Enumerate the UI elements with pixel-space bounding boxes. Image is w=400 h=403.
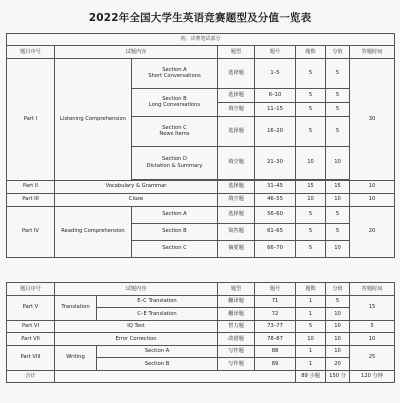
section-name: Section B <box>97 358 218 371</box>
part-label: Part V <box>7 295 55 320</box>
part-label: Part IV <box>7 206 55 257</box>
section-name: Section C <box>132 240 218 257</box>
question-score: 5 <box>326 102 350 116</box>
section-name: Section A <box>97 345 218 358</box>
question-type: 智力题 <box>218 320 255 333</box>
header-score: 分值 <box>326 46 350 59</box>
question-count: 5 <box>296 116 326 146</box>
question-number: 1–5 <box>255 58 296 88</box>
answer-time: 30 <box>350 58 395 180</box>
question-count: 5 <box>296 206 326 223</box>
part-label: Part VIII <box>7 345 55 370</box>
question-score: 5 <box>326 223 350 240</box>
section-desc: News Items <box>159 131 190 137</box>
table-row <box>7 333 395 346</box>
question-score: 5 <box>326 88 350 102</box>
header-count: 题数 <box>296 283 326 296</box>
table-row <box>7 193 395 206</box>
header-time: 答题时间 <box>350 46 395 59</box>
answer-time: 10 <box>350 193 395 206</box>
question-count: 5 <box>296 102 326 116</box>
header-part: 题目序号 <box>7 46 55 59</box>
score-table-written <box>6 33 395 258</box>
header-type: 题型 <box>218 283 255 296</box>
question-type: 翻译题 <box>218 308 255 321</box>
part-label: Part III <box>7 193 55 206</box>
table-row <box>7 345 395 358</box>
answer-time: 10 <box>350 333 395 346</box>
header-content: 试题内容 <box>55 46 218 59</box>
question-score: 10 <box>326 193 350 206</box>
part-subtitle: Translation <box>55 295 97 320</box>
answer-time: 15 <box>350 295 395 320</box>
question-score: 15 <box>326 180 350 193</box>
header-row <box>7 46 395 59</box>
question-type: 选择题 <box>218 88 255 102</box>
header-score: 分值 <box>326 283 350 296</box>
question-score: 5 <box>326 58 350 88</box>
score-table-oral <box>6 282 395 383</box>
total-label: 合计 <box>7 370 55 383</box>
question-number: 31–45 <box>255 180 296 193</box>
question-score: 10 <box>326 146 350 179</box>
answer-time: 20 <box>350 206 395 257</box>
question-score: 10 <box>326 320 350 333</box>
table-caption-row <box>7 34 395 46</box>
header-time: 答题时间 <box>350 283 395 296</box>
question-type: 简答题 <box>218 223 255 240</box>
question-score: 20 <box>326 358 350 371</box>
question-number: 56–60 <box>255 206 296 223</box>
question-count: 5 <box>296 88 326 102</box>
answer-time: 25 <box>350 345 395 370</box>
question-number: 71 <box>255 295 296 308</box>
part-content: Vocabulary & Grammar <box>55 180 218 193</box>
question-type: 选择题 <box>218 116 255 146</box>
question-number: 11–15 <box>255 102 296 116</box>
question-count: 1 <box>296 308 326 321</box>
table-row <box>7 295 395 308</box>
part-label: Part II <box>7 180 55 193</box>
question-type: 翻译题 <box>218 295 255 308</box>
section-name: Section A <box>162 66 187 73</box>
section-cell <box>132 146 218 179</box>
question-score: 5 <box>326 206 350 223</box>
question-score: 5 <box>326 116 350 146</box>
table-row <box>7 320 395 333</box>
question-score: 10 <box>326 240 350 257</box>
answer-time: 5 <box>350 320 395 333</box>
section-name: C–E Translation <box>97 308 218 321</box>
section-name: Section B <box>132 223 218 240</box>
section-name: Section C <box>162 124 187 131</box>
total-time: 120 分钟 <box>350 370 395 383</box>
question-type: 填空题 <box>218 102 255 116</box>
question-number: 61–65 <box>255 223 296 240</box>
question-score: 5 <box>326 295 350 308</box>
question-type: 选择题 <box>218 180 255 193</box>
header-row <box>7 283 395 296</box>
question-count: 15 <box>296 180 326 193</box>
header-content: 试题内容 <box>55 283 218 296</box>
question-score: 10 <box>326 333 350 346</box>
part-content: IQ Test <box>55 320 218 333</box>
question-score: 10 <box>326 308 350 321</box>
total-empty <box>55 370 296 383</box>
section-desc: Short Conversations <box>148 73 201 79</box>
question-type: 写作题 <box>218 345 255 358</box>
table-row <box>7 180 395 193</box>
section-cell <box>132 116 218 146</box>
part-content: Cloze <box>55 193 218 206</box>
section-name: Section D <box>162 156 187 162</box>
document-title: 2022年全国大学生英语竞赛题型及分值一览表 <box>88 12 312 24</box>
question-count: 10 <box>296 193 326 206</box>
question-type: 填空题 <box>218 146 255 179</box>
question-type: 摘要题 <box>218 240 255 257</box>
question-number: 78–87 <box>255 333 296 346</box>
question-number: 46–55 <box>255 193 296 206</box>
question-number: 73–77 <box>255 320 296 333</box>
table-row <box>7 58 395 88</box>
question-number: 6–10 <box>255 88 296 102</box>
question-count: 10 <box>296 146 326 179</box>
header-number: 题号 <box>255 283 296 296</box>
question-type: 改错题 <box>218 333 255 346</box>
section-desc: Dictation & Summary <box>146 162 203 169</box>
header-part: 题目序号 <box>7 283 55 296</box>
total-score: 150 分 <box>326 370 350 383</box>
header-type: 题型 <box>218 46 255 59</box>
header-number: 题号 <box>255 46 296 59</box>
section-name: Section B <box>162 95 187 102</box>
question-count: 5 <box>296 240 326 257</box>
question-score: 10 <box>326 345 350 358</box>
question-count: 1 <box>296 345 326 358</box>
question-count: 5 <box>296 223 326 240</box>
part-label: Part VI <box>7 320 55 333</box>
part-label: Part I <box>7 58 55 180</box>
question-number: 72 <box>255 308 296 321</box>
total-row <box>7 370 395 383</box>
question-number: 21–30 <box>255 146 296 179</box>
part-subtitle: Writing <box>55 345 97 370</box>
answer-time: 10 <box>350 180 395 193</box>
question-number: 89 <box>255 358 296 371</box>
question-type: 写作题 <box>218 358 255 371</box>
question-type: 选择题 <box>218 58 255 88</box>
question-number: 88 <box>255 345 296 358</box>
table-caption: 初、决赛笔试部分 <box>7 34 395 46</box>
section-cell <box>132 88 218 116</box>
part-subtitle: Listening Comprehension <box>55 58 132 180</box>
question-count: 1 <box>296 295 326 308</box>
question-count: 5 <box>296 58 326 88</box>
total-count: 89 小题 <box>296 370 326 383</box>
part-subtitle: Reading Comprehension <box>55 206 132 257</box>
question-count: 10 <box>296 333 326 346</box>
table-row <box>7 206 395 223</box>
question-count: 1 <box>296 358 326 371</box>
section-name: Section A <box>132 206 218 223</box>
part-content: Error Correction <box>55 333 218 346</box>
section-desc: Long Conversations <box>148 102 201 108</box>
question-number: 66–70 <box>255 240 296 257</box>
section-cell <box>132 58 218 88</box>
section-name: E–C Translation <box>97 295 218 308</box>
header-count: 题数 <box>296 46 326 59</box>
question-count: 5 <box>296 320 326 333</box>
question-number: 16–20 <box>255 116 296 146</box>
part-label: Part VII <box>7 333 55 346</box>
question-type: 选择题 <box>218 206 255 223</box>
question-type: 填空题 <box>218 193 255 206</box>
